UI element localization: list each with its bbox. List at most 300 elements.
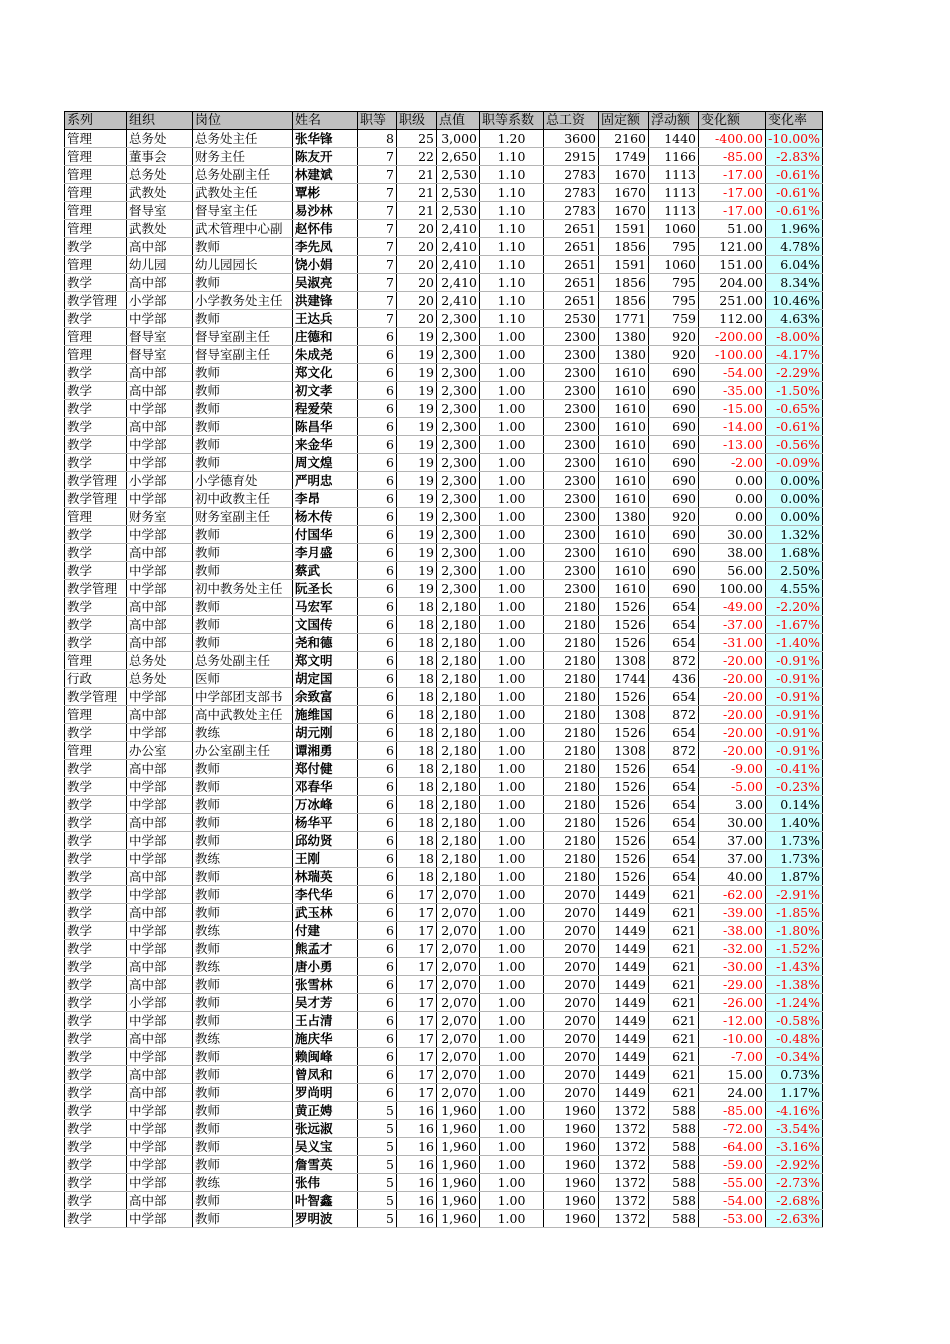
cell-series[interactable]: 教学 [65,238,127,256]
cell-total[interactable]: 2070 [544,976,599,994]
cell-rate[interactable]: -4.16% [766,1102,823,1120]
cell-points[interactable]: 2,300 [437,346,480,364]
cell-org[interactable]: 高中部 [127,634,193,652]
cell-level[interactable]: 25 [397,130,437,148]
cell-fixed[interactable]: 1526 [599,832,649,850]
cell-coef[interactable]: 1.00 [480,886,544,904]
cell-fixed[interactable]: 1372 [599,1102,649,1120]
cell-coef[interactable]: 1.00 [480,526,544,544]
cell-grade[interactable]: 7 [358,202,397,220]
cell-rate[interactable]: -0.91% [766,724,823,742]
cell-fixed[interactable]: 1610 [599,544,649,562]
cell-series[interactable]: 教学 [65,940,127,958]
cell-float[interactable]: 654 [649,760,699,778]
col-header-org[interactable]: 组织 [127,112,193,130]
cell-points[interactable]: 2,300 [437,508,480,526]
cell-change[interactable]: -32.00 [699,940,766,958]
cell-coef[interactable]: 1.10 [480,274,544,292]
cell-name[interactable]: 付国华 [293,526,358,544]
cell-grade[interactable]: 5 [358,1120,397,1138]
cell-grade[interactable]: 7 [358,310,397,328]
cell-change[interactable]: 3.00 [699,796,766,814]
cell-level[interactable]: 21 [397,202,437,220]
cell-coef[interactable]: 1.00 [480,868,544,886]
cell-org[interactable]: 中学部 [127,310,193,328]
cell-rate[interactable]: 1.73% [766,850,823,868]
cell-series[interactable]: 管理 [65,130,127,148]
cell-name[interactable]: 覃彬 [293,184,358,202]
cell-rate[interactable]: 1.17% [766,1084,823,1102]
cell-series[interactable]: 教学 [65,850,127,868]
cell-name[interactable]: 严明忠 [293,472,358,490]
cell-coef[interactable]: 1.00 [480,490,544,508]
cell-fixed[interactable]: 1526 [599,598,649,616]
cell-post[interactable]: 初中教务处主任 [193,580,293,598]
cell-name[interactable]: 黄正娉 [293,1102,358,1120]
cell-change[interactable]: -17.00 [699,166,766,184]
cell-coef[interactable]: 1.00 [480,634,544,652]
cell-name[interactable]: 叶智鑫 [293,1192,358,1210]
cell-float[interactable]: 654 [649,616,699,634]
cell-float[interactable]: 654 [649,598,699,616]
cell-rate[interactable]: -0.61% [766,418,823,436]
cell-series[interactable]: 管理 [65,742,127,760]
cell-total[interactable]: 1960 [544,1210,599,1228]
cell-level[interactable]: 18 [397,616,437,634]
cell-points[interactable]: 2,180 [437,850,480,868]
cell-rate[interactable]: -1.24% [766,994,823,1012]
cell-total[interactable]: 2651 [544,292,599,310]
cell-level[interactable]: 20 [397,292,437,310]
cell-org[interactable]: 高中部 [127,904,193,922]
cell-series[interactable]: 教学 [65,1120,127,1138]
cell-rate[interactable]: -1.85% [766,904,823,922]
cell-org[interactable]: 高中部 [127,1030,193,1048]
cell-points[interactable]: 2,180 [437,706,480,724]
cell-name[interactable]: 陈友开 [293,148,358,166]
cell-float[interactable]: 654 [649,868,699,886]
cell-fixed[interactable]: 1449 [599,958,649,976]
cell-level[interactable]: 20 [397,238,437,256]
cell-change[interactable]: 40.00 [699,868,766,886]
cell-float[interactable]: 621 [649,994,699,1012]
cell-post[interactable]: 小学德育处 [193,472,293,490]
cell-org[interactable]: 中学部 [127,778,193,796]
cell-float[interactable]: 1113 [649,202,699,220]
cell-float[interactable]: 588 [649,1120,699,1138]
cell-level[interactable]: 17 [397,976,437,994]
cell-points[interactable]: 1,960 [437,1102,480,1120]
cell-grade[interactable]: 6 [358,814,397,832]
cell-series[interactable]: 教学 [65,1012,127,1030]
cell-post[interactable]: 教师 [193,1066,293,1084]
cell-rate[interactable]: 4.55% [766,580,823,598]
cell-change[interactable]: -49.00 [699,598,766,616]
cell-grade[interactable]: 6 [358,1012,397,1030]
cell-change[interactable]: 151.00 [699,256,766,274]
cell-total[interactable]: 1960 [544,1174,599,1192]
cell-points[interactable]: 2,070 [437,976,480,994]
cell-coef[interactable]: 1.00 [480,850,544,868]
cell-level[interactable]: 16 [397,1120,437,1138]
cell-points[interactable]: 2,070 [437,1030,480,1048]
cell-float[interactable]: 621 [649,904,699,922]
cell-coef[interactable]: 1.10 [480,202,544,220]
cell-post[interactable]: 教师 [193,1192,293,1210]
col-header-level[interactable]: 职级 [397,112,437,130]
cell-points[interactable]: 2,300 [437,580,480,598]
cell-series[interactable]: 教学 [65,796,127,814]
cell-org[interactable]: 中学部 [127,1120,193,1138]
cell-float[interactable]: 621 [649,1084,699,1102]
cell-points[interactable]: 2,180 [437,814,480,832]
cell-name[interactable]: 饶小娟 [293,256,358,274]
cell-float[interactable]: 795 [649,292,699,310]
cell-org[interactable]: 高中部 [127,382,193,400]
cell-level[interactable]: 21 [397,166,437,184]
cell-fixed[interactable]: 1526 [599,634,649,652]
cell-points[interactable]: 2,180 [437,742,480,760]
cell-fixed[interactable]: 1856 [599,274,649,292]
cell-post[interactable]: 教师 [193,1102,293,1120]
cell-points[interactable]: 2,410 [437,274,480,292]
cell-post[interactable]: 教师 [193,1156,293,1174]
cell-post[interactable]: 教练 [193,1030,293,1048]
cell-level[interactable]: 19 [397,364,437,382]
cell-rate[interactable]: 4.63% [766,310,823,328]
cell-series[interactable]: 教学 [65,904,127,922]
cell-fixed[interactable]: 1610 [599,580,649,598]
cell-change[interactable]: 112.00 [699,310,766,328]
cell-level[interactable]: 18 [397,742,437,760]
cell-grade[interactable]: 5 [358,1174,397,1192]
cell-fixed[interactable]: 1380 [599,508,649,526]
cell-total[interactable]: 2070 [544,1048,599,1066]
cell-org[interactable]: 中学部 [127,922,193,940]
cell-name[interactable]: 赵怀伟 [293,220,358,238]
cell-org[interactable]: 高中部 [127,1066,193,1084]
cell-level[interactable]: 19 [397,328,437,346]
cell-coef[interactable]: 1.00 [480,544,544,562]
cell-level[interactable]: 19 [397,382,437,400]
cell-fixed[interactable]: 1526 [599,760,649,778]
cell-total[interactable]: 2180 [544,616,599,634]
col-header-change[interactable]: 变化额 [699,112,766,130]
cell-points[interactable]: 2,070 [437,1012,480,1030]
cell-change[interactable]: -55.00 [699,1174,766,1192]
cell-float[interactable]: 1166 [649,148,699,166]
cell-post[interactable]: 教师 [193,1048,293,1066]
cell-series[interactable]: 教学 [65,724,127,742]
cell-change[interactable]: -7.00 [699,1048,766,1066]
cell-change[interactable]: -400.00 [699,130,766,148]
cell-series[interactable]: 教学 [65,598,127,616]
cell-series[interactable]: 教学 [65,994,127,1012]
cell-post[interactable]: 教师 [193,940,293,958]
cell-org[interactable]: 小学部 [127,472,193,490]
cell-total[interactable]: 2300 [544,436,599,454]
cell-level[interactable]: 19 [397,400,437,418]
cell-float[interactable]: 690 [649,418,699,436]
cell-total[interactable]: 2070 [544,886,599,904]
cell-float[interactable]: 1113 [649,184,699,202]
cell-grade[interactable]: 7 [358,238,397,256]
cell-series[interactable]: 教学 [65,922,127,940]
cell-change[interactable]: 37.00 [699,832,766,850]
cell-level[interactable]: 19 [397,490,437,508]
cell-points[interactable]: 2,180 [437,760,480,778]
cell-coef[interactable]: 1.10 [480,166,544,184]
cell-fixed[interactable]: 1449 [599,1048,649,1066]
cell-change[interactable]: -54.00 [699,364,766,382]
cell-change[interactable]: -200.00 [699,328,766,346]
cell-float[interactable]: 795 [649,274,699,292]
cell-change[interactable]: -64.00 [699,1138,766,1156]
cell-change[interactable]: -10.00 [699,1030,766,1048]
cell-points[interactable]: 2,530 [437,166,480,184]
cell-level[interactable]: 18 [397,760,437,778]
cell-float[interactable]: 690 [649,562,699,580]
cell-name[interactable]: 詹雪英 [293,1156,358,1174]
cell-post[interactable]: 教师 [193,562,293,580]
cell-points[interactable]: 2,070 [437,1048,480,1066]
cell-float[interactable]: 654 [649,796,699,814]
cell-fixed[interactable]: 1449 [599,886,649,904]
col-header-name[interactable]: 姓名 [293,112,358,130]
cell-rate[interactable]: -1.38% [766,976,823,994]
cell-post[interactable]: 教练 [193,922,293,940]
cell-post[interactable]: 总务处主任 [193,130,293,148]
cell-coef[interactable]: 1.00 [480,940,544,958]
cell-series[interactable]: 教学 [65,958,127,976]
cell-float[interactable]: 654 [649,850,699,868]
cell-float[interactable]: 621 [649,1012,699,1030]
cell-level[interactable]: 17 [397,1066,437,1084]
cell-rate[interactable]: 1.40% [766,814,823,832]
cell-change[interactable]: -29.00 [699,976,766,994]
cell-rate[interactable]: -1.80% [766,922,823,940]
cell-series[interactable]: 教学 [65,400,127,418]
cell-float[interactable]: 654 [649,814,699,832]
cell-fixed[interactable]: 1856 [599,292,649,310]
cell-grade[interactable]: 5 [358,1138,397,1156]
cell-points[interactable]: 2,180 [437,670,480,688]
cell-change[interactable]: -85.00 [699,148,766,166]
cell-coef[interactable]: 1.00 [480,904,544,922]
cell-change[interactable]: 204.00 [699,274,766,292]
cell-post[interactable]: 教师 [193,832,293,850]
cell-fixed[interactable]: 1610 [599,562,649,580]
cell-total[interactable]: 1960 [544,1156,599,1174]
cell-fixed[interactable]: 1449 [599,1012,649,1030]
cell-post[interactable]: 财务主任 [193,148,293,166]
cell-coef[interactable]: 1.00 [480,1156,544,1174]
cell-post[interactable]: 高中武教处主任 [193,706,293,724]
cell-coef[interactable]: 1.00 [480,1210,544,1228]
cell-rate[interactable]: -2.73% [766,1174,823,1192]
cell-org[interactable]: 高中部 [127,1084,193,1102]
cell-fixed[interactable]: 1380 [599,328,649,346]
cell-level[interactable]: 20 [397,220,437,238]
cell-rate[interactable]: -1.50% [766,382,823,400]
cell-total[interactable]: 2915 [544,148,599,166]
cell-series[interactable]: 教学管理 [65,580,127,598]
cell-coef[interactable]: 1.00 [480,1102,544,1120]
cell-name[interactable]: 曾凤和 [293,1066,358,1084]
col-header-float[interactable]: 浮动额 [649,112,699,130]
cell-points[interactable]: 2,300 [437,310,480,328]
cell-grade[interactable]: 5 [358,1156,397,1174]
cell-post[interactable]: 教师 [193,526,293,544]
cell-post[interactable]: 教师 [193,436,293,454]
cell-total[interactable]: 2180 [544,814,599,832]
cell-org[interactable]: 总务处 [127,166,193,184]
cell-rate[interactable]: -0.48% [766,1030,823,1048]
cell-series[interactable]: 教学 [65,526,127,544]
cell-org[interactable]: 中学部 [127,562,193,580]
cell-change[interactable]: -35.00 [699,382,766,400]
cell-points[interactable]: 1,960 [437,1210,480,1228]
cell-coef[interactable]: 1.00 [480,616,544,634]
cell-change[interactable]: -17.00 [699,184,766,202]
cell-change[interactable]: -5.00 [699,778,766,796]
cell-fixed[interactable]: 1670 [599,166,649,184]
cell-fixed[interactable]: 1526 [599,850,649,868]
cell-float[interactable]: 654 [649,688,699,706]
cell-grade[interactable]: 7 [358,292,397,310]
cell-org[interactable]: 督导室 [127,346,193,364]
cell-level[interactable]: 16 [397,1192,437,1210]
cell-points[interactable]: 2,300 [437,562,480,580]
cell-change[interactable]: 0.00 [699,508,766,526]
cell-fixed[interactable]: 1449 [599,904,649,922]
cell-org[interactable]: 督导室 [127,202,193,220]
cell-coef[interactable]: 1.00 [480,976,544,994]
cell-total[interactable]: 2180 [544,796,599,814]
cell-points[interactable]: 2,410 [437,256,480,274]
cell-fixed[interactable]: 1749 [599,148,649,166]
cell-fixed[interactable]: 1449 [599,940,649,958]
cell-grade[interactable]: 7 [358,274,397,292]
cell-post[interactable]: 总务处副主任 [193,652,293,670]
cell-org[interactable]: 办公室 [127,742,193,760]
cell-coef[interactable]: 1.00 [480,1192,544,1210]
cell-rate[interactable]: -2.29% [766,364,823,382]
cell-points[interactable]: 2,300 [437,454,480,472]
cell-points[interactable]: 2,300 [437,382,480,400]
col-header-post[interactable]: 岗位 [193,112,293,130]
cell-level[interactable]: 16 [397,1102,437,1120]
cell-float[interactable]: 588 [649,1174,699,1192]
cell-name[interactable]: 杨木传 [293,508,358,526]
cell-coef[interactable]: 1.00 [480,796,544,814]
cell-total[interactable]: 2070 [544,958,599,976]
cell-float[interactable]: 690 [649,364,699,382]
cell-fixed[interactable]: 1526 [599,724,649,742]
cell-post[interactable]: 武术管理中心副 [193,220,293,238]
cell-rate[interactable]: 10.46% [766,292,823,310]
cell-post[interactable]: 教师 [193,400,293,418]
cell-rate[interactable]: 1.73% [766,832,823,850]
cell-post[interactable]: 教师 [193,382,293,400]
cell-level[interactable]: 19 [397,418,437,436]
cell-change[interactable]: 100.00 [699,580,766,598]
cell-org[interactable]: 中学部 [127,490,193,508]
cell-change[interactable]: 15.00 [699,1066,766,1084]
cell-grade[interactable]: 7 [358,148,397,166]
cell-level[interactable]: 20 [397,310,437,328]
cell-change[interactable]: -2.00 [699,454,766,472]
cell-fixed[interactable]: 1449 [599,1066,649,1084]
cell-series[interactable]: 教学 [65,616,127,634]
cell-level[interactable]: 16 [397,1210,437,1228]
cell-org[interactable]: 中学部 [127,724,193,742]
cell-change[interactable]: -20.00 [699,724,766,742]
cell-fixed[interactable]: 1526 [599,688,649,706]
cell-rate[interactable]: -0.61% [766,202,823,220]
cell-fixed[interactable]: 1449 [599,1084,649,1102]
cell-grade[interactable]: 6 [358,688,397,706]
cell-rate[interactable]: -1.40% [766,634,823,652]
cell-name[interactable]: 武玉林 [293,904,358,922]
cell-post[interactable]: 教师 [193,310,293,328]
cell-series[interactable]: 教学 [65,778,127,796]
cell-grade[interactable]: 6 [358,670,397,688]
cell-post[interactable]: 教练 [193,850,293,868]
cell-rate[interactable]: -2.20% [766,598,823,616]
cell-post[interactable]: 初中政教主任 [193,490,293,508]
col-header-points[interactable]: 点值 [437,112,480,130]
cell-fixed[interactable]: 1610 [599,490,649,508]
cell-fixed[interactable]: 1372 [599,1174,649,1192]
cell-change[interactable]: -13.00 [699,436,766,454]
cell-rate[interactable]: -0.61% [766,166,823,184]
cell-grade[interactable]: 5 [358,1192,397,1210]
cell-level[interactable]: 18 [397,850,437,868]
cell-rate[interactable]: -0.56% [766,436,823,454]
cell-total[interactable]: 2530 [544,310,599,328]
cell-float[interactable]: 621 [649,1048,699,1066]
cell-org[interactable]: 高中部 [127,760,193,778]
cell-name[interactable]: 初文孝 [293,382,358,400]
cell-change[interactable]: -14.00 [699,418,766,436]
cell-rate[interactable]: 0.14% [766,796,823,814]
cell-fixed[interactable]: 1308 [599,652,649,670]
cell-points[interactable]: 2,300 [437,544,480,562]
cell-change[interactable]: -20.00 [699,742,766,760]
cell-series[interactable]: 行政 [65,670,127,688]
cell-fixed[interactable]: 1591 [599,256,649,274]
cell-points[interactable]: 2,070 [437,940,480,958]
cell-coef[interactable]: 1.10 [480,256,544,274]
cell-rate[interactable]: -3.54% [766,1120,823,1138]
cell-org[interactable]: 幼儿园 [127,256,193,274]
cell-total[interactable]: 2180 [544,868,599,886]
cell-float[interactable]: 621 [649,922,699,940]
cell-series[interactable]: 管理 [65,256,127,274]
cell-total[interactable]: 2300 [544,508,599,526]
cell-series[interactable]: 教学 [65,760,127,778]
cell-coef[interactable]: 1.00 [480,418,544,436]
cell-level[interactable]: 17 [397,994,437,1012]
cell-fixed[interactable]: 2160 [599,130,649,148]
cell-total[interactable]: 2180 [544,706,599,724]
cell-grade[interactable]: 6 [358,958,397,976]
cell-rate[interactable]: 4.78% [766,238,823,256]
cell-total[interactable]: 1960 [544,1138,599,1156]
cell-level[interactable]: 18 [397,706,437,724]
cell-post[interactable]: 教师 [193,1012,293,1030]
